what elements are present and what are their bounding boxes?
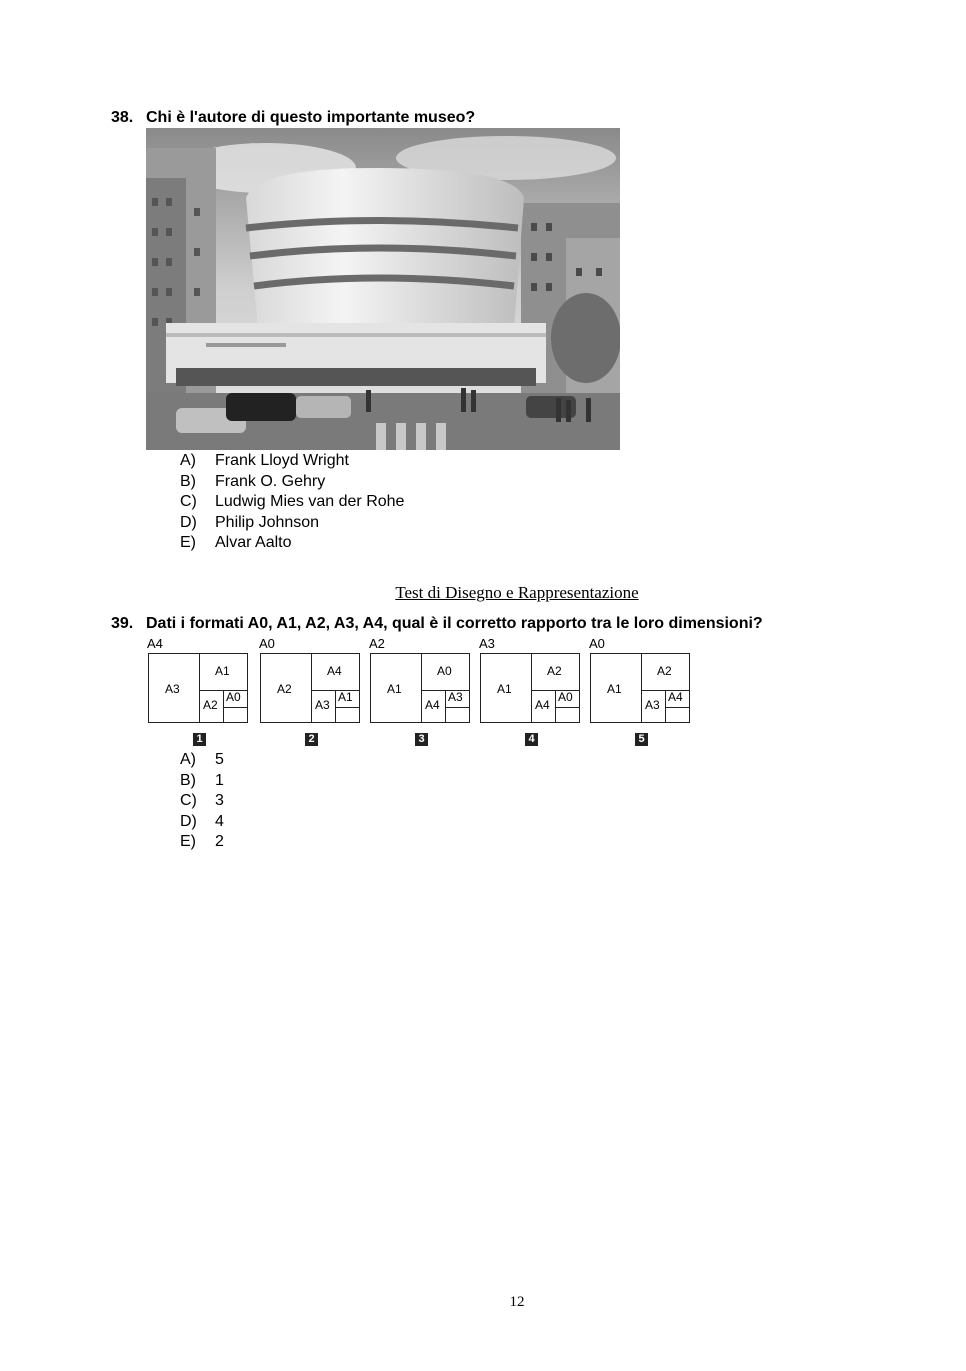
question-number: 38. xyxy=(111,109,134,126)
diagram-number-badge: 5 xyxy=(635,733,648,746)
diagram-label-right: A2 xyxy=(657,664,672,678)
diagram-top-label: A3 xyxy=(479,636,495,651)
diagram-number-badge: 1 xyxy=(193,733,206,746)
option-b[interactable]: B) Frank O. Gehry xyxy=(180,472,326,490)
diagram-frame xyxy=(590,653,690,723)
diagram-label-mid: A4 xyxy=(535,698,550,712)
question-text: Dati i formati A0, A1, A2, A3, A4, qual è il corretto rapporto tra le loro dimensioni? xyxy=(146,615,763,632)
question-39-title xyxy=(111,615,763,633)
diagram-label-big: A1 xyxy=(387,682,402,696)
format-diagram-3 xyxy=(369,636,471,746)
diagram-number-badge: 3 xyxy=(415,733,428,746)
option-c[interactable]: C) Ludwig Mies van der Rohe xyxy=(180,493,405,510)
diagram-label-big: A2 xyxy=(277,682,292,696)
format-diagram-2 xyxy=(259,636,361,746)
section-title: Test di Disegno e Rappresentazione xyxy=(395,583,639,602)
option-e[interactable]: E) Alvar Aalto xyxy=(180,534,292,551)
diagram-top-label: A2 xyxy=(369,636,385,651)
diagram-label-small: A4 xyxy=(668,690,683,704)
diagram-label-mid: A3 xyxy=(645,698,660,712)
diagram-label-big: A1 xyxy=(497,682,512,696)
diagram-label-small: A3 xyxy=(448,690,463,704)
question-text: Chi è l'autore di questo importante museo? xyxy=(146,109,476,126)
option-d[interactable]: D) Philip Johnson xyxy=(180,513,320,531)
diagram-top-label: A0 xyxy=(589,636,605,651)
format-diagram-5 xyxy=(589,636,691,746)
option-e[interactable]: E) 2 xyxy=(180,833,224,850)
diagram-top-label: A4 xyxy=(147,636,163,651)
question-number: 39. xyxy=(111,615,134,632)
diagram-top-label: A0 xyxy=(259,636,275,651)
page-number: 12 xyxy=(509,1294,525,1310)
question-39-options xyxy=(180,750,224,853)
option-b[interactable]: B) 1 xyxy=(180,771,224,789)
diagram-label-small: A1 xyxy=(338,690,353,704)
diagram-label-big: A3 xyxy=(165,682,180,696)
option-d[interactable]: D) 4 xyxy=(180,812,224,830)
diagram-label-big: A1 xyxy=(607,682,622,696)
diagram-frame xyxy=(480,653,580,723)
diagram-label-mid: A3 xyxy=(315,698,330,712)
format-diagram-4 xyxy=(479,636,581,746)
diagram-number-badge: 4 xyxy=(525,733,538,746)
diagram-label-small: A0 xyxy=(226,690,241,704)
diagram-frame xyxy=(260,653,360,723)
diagram-label-mid: A4 xyxy=(425,698,440,712)
option-a[interactable]: A) 5 xyxy=(180,751,224,768)
diagram-frame xyxy=(148,653,248,723)
format-diagram-1 xyxy=(147,636,249,746)
museum-photo xyxy=(146,128,620,450)
diagram-label-mid: A2 xyxy=(203,698,218,712)
diagram-label-right: A2 xyxy=(547,664,562,678)
diagram-number-badge: 2 xyxy=(305,733,318,746)
diagram-label-small: A0 xyxy=(558,690,573,704)
question-38-options xyxy=(180,451,404,554)
diagram-label-right: A4 xyxy=(327,664,342,678)
option-c[interactable]: C) 3 xyxy=(180,792,224,809)
option-a[interactable]: A) Frank Lloyd Wright xyxy=(180,452,349,469)
diagram-label-right: A1 xyxy=(215,664,230,678)
diagram-frame xyxy=(370,653,470,723)
question-38-title xyxy=(111,109,475,127)
diagram-label-right: A0 xyxy=(437,664,452,678)
